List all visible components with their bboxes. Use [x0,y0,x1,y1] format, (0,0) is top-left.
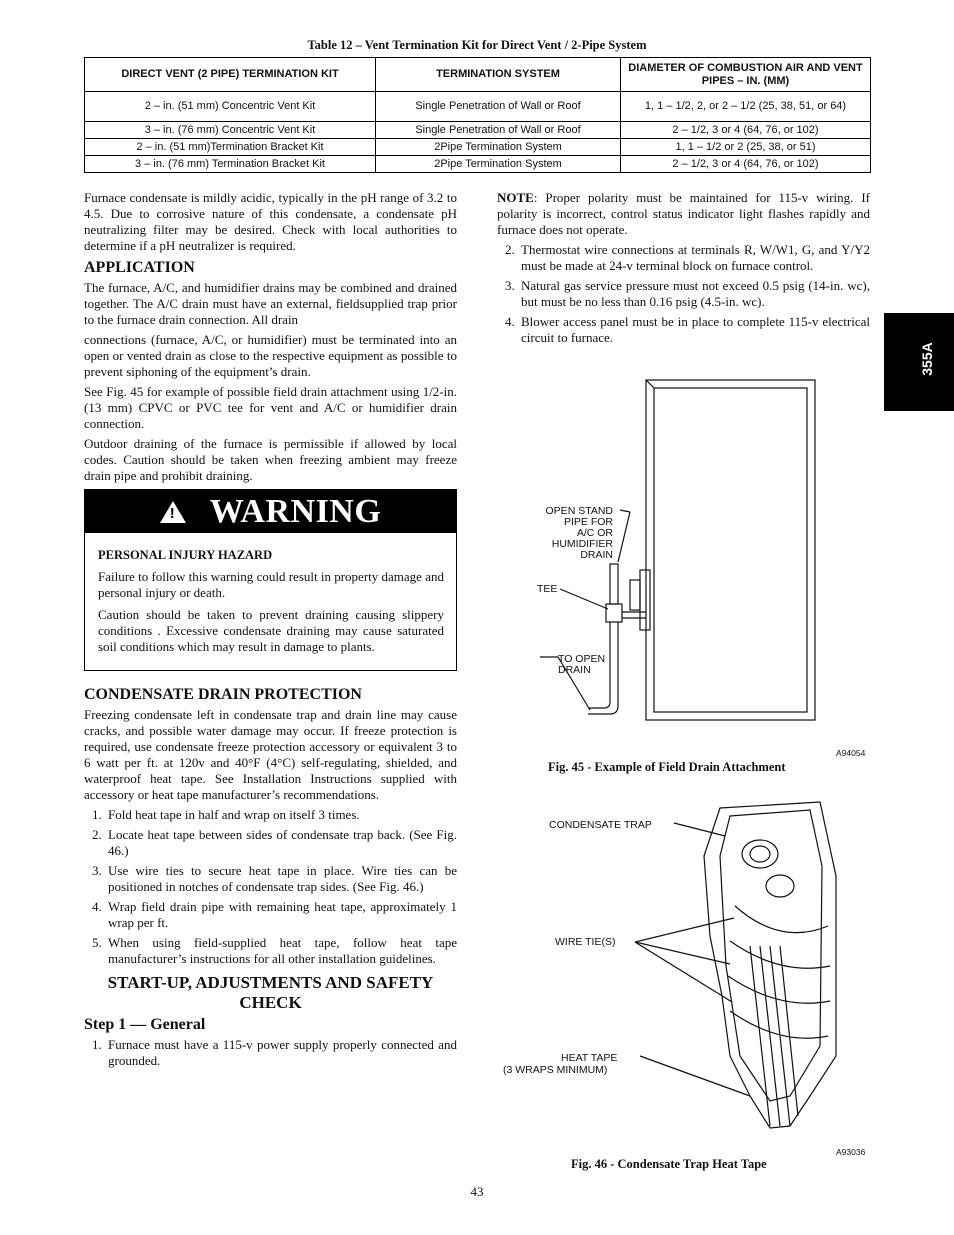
list-item: 3. Use wire ties to secure heat tape in place. Wire ties can be positioned in notches of condensate trap sides. (See Fig. 46.) [92,863,457,894]
fig45-label-stand: OPEN STAND PIPE FOR A/C OR HUMIDIFIER DRAIN [545,505,613,561]
table-header: TERMINATION SYSTEM [376,58,621,92]
section-side-tab [884,313,954,411]
right-column [497,190,870,350]
warning-title: WARNING [209,492,382,530]
table-cell: 1, 1 – 1/2 or 2 (25, 38, or 51) [621,139,871,156]
fig45-label-drain: TO OPEN DRAIN [558,653,606,676]
warning-box [84,489,457,671]
warning-header [85,490,456,533]
table-cell: 2Pipe Termination System [376,139,621,156]
note-text: : Proper polarity must be maintained for 115-v wiring. If polarity is incorrect, control status indicator light flashes rapidly and furnace does not operate. [497,190,870,237]
fig46-id: A93036 [836,1147,866,1157]
step1-heading: Step 1 — General [84,1016,206,1033]
list-item: 4. Wrap field drain pipe with remaining heat tape, approximately 1 wrap per ft. [92,899,457,930]
page-number: 43 [470,1184,484,1199]
fig46-label-wire: WIRE TIE(S) [555,936,616,948]
table-cell: 2 – 1/2, 3 or 4 (64, 76, or 102) [621,122,871,139]
note-label: NOTE [497,190,534,205]
table-cell: 3 – in. (76 mm) Termination Bracket Kit [85,156,376,173]
table-row [85,92,871,122]
table-row [85,156,871,173]
table-cell: 2 – 1/2, 3 or 4 (64, 76, or 102) [621,156,871,173]
fig45-id: A94054 [836,748,866,758]
condensate-drain-heading: CONDENSATE DRAIN PROTECTION [84,686,362,703]
startup-steps [497,242,870,346]
fig46-label-heat: HEAT TAPE [561,1052,618,1064]
table-cell: 3 – in. (76 mm) Concentric Vent Kit [85,122,376,139]
table-header: DIAMETER OF COMBUSTION AIR AND VENT PIPES – IN. (MM) [621,58,871,92]
application-paragraph: See Fig. 45 for example of possible field drain attachment using 1/2-in. (13 mm) CPVC or PVC tee for vent and A/C or humidifier drain connection. [84,384,457,431]
application-paragraph: Outdoor draining of the furnace is permissible if allowed by local codes. Caution should be taken when freezing ambient may freeze drain pipe and prohibit draining. [84,436,457,483]
fig46-label-heat-min: (3 WRAPS MINIMUM) [503,1064,608,1076]
table-cell: 2Pipe Termination System [376,156,621,173]
list-item: 4. Blower access panel must be in place to complete 115-v electrical circuit to furnace. [505,314,870,345]
heat-tape-steps [84,807,457,967]
list-item: 1. Fold heat tape in half and wrap on itself 3 times. [92,807,360,822]
warning-text: Failure to follow this warning could result in property damage and personal injury or death. [98,569,444,600]
warning-symbol: ! [169,504,176,522]
fig46-caption: Fig. 46 - Condensate Trap Heat Tape [571,1157,767,1171]
list-item: 1. Furnace must have a 115-v power supply properly connected and grounded. [92,1037,457,1068]
condensate-drain-paragraph: Freezing condensate left in condensate trap and drain line may cause cracks, and possible water damage may occur. If freeze protection is required, use condensate freeze protection accessory or equivalent 3 to 6 watt per ft. at 120v and 40°F (4°C) self-regulating, shielded, and waterproof heat tape. See Installation Instructions supplied with accessory or heat tape manufacturer’s recommendations. [84,707,457,802]
warning-text: Caution should be taken to prevent draining causing slippery conditions . Excessive condensate draining may cause saturated soil conditions which may result in damage to plants. [98,607,444,654]
application-paragraph: connections (furnace, A/C, or humidifier) must be terminated into an open or vented drain as close to the respective equipment as possible to prevent siphoning of the equipment’s drain. [84,332,457,379]
hazard-label: PERSONAL INJURY HAZARD [98,548,273,562]
table-row [85,139,871,156]
list-item: 3. Natural gas service pressure must not exceed 0.5 psig (14-in. wc), but must be no less than 0.16 psig (4.5-in. wc). [505,278,870,309]
table-cell: 1, 1 – 1/2, 2, or 2 – 1/2 (25, 38, 51, or 64) [621,92,871,122]
table-row [85,122,871,139]
table-cell: 2 – in. (51 mm) Concentric Vent Kit [85,92,376,122]
table-cell: Single Penetration of Wall or Roof [376,122,621,139]
application-heading: APPLICATION [84,259,195,276]
list-item: 5. When using field-supplied heat tape, follow heat tape manufacturer’s instructions for all other installation guidelines. [92,935,457,966]
fig45-label-tee: TEE [537,583,558,595]
application-paragraph: The furnace, A/C, and humidifier drains may be combined and drained together. The A/C drain must have an external, fieldsupplied trap prior to the furnace drain connection. All drain [84,280,457,327]
startup-heading: START-UP, ADJUSTMENTS AND SAFETY CHECK [107,973,434,1012]
list-item: 2. Thermostat wire connections at terminals R, W/W1, G, and Y/Y2 must be made at 24-v terminal block on furnace control. [505,242,870,273]
note-paragraph [497,190,870,238]
fig45-caption: Fig. 45 - Example of Field Drain Attachment [548,760,786,774]
table-header: DIRECT VENT (2 PIPE) TERMINATION KIT [85,58,376,92]
table-title: Table 12 – Vent Termination Kit for Direct Vent / 2-Pipe System [307,38,647,52]
fig46-trap-diagram [630,796,850,1146]
fig46-label-trap: CONDENSATE TRAP [549,819,652,831]
table-cell: Single Penetration of Wall or Roof [376,92,621,122]
list-item: 2. Locate heat tape between sides of condensate trap back. (See Fig. 46.) [92,827,457,858]
fig45-drain-diagram [530,372,875,757]
left-column [84,190,457,1073]
side-tab-label: 355A [919,342,935,376]
general-steps [84,1037,457,1069]
intro-paragraph: Furnace condensate is mildly acidic, typically in the pH range of 3.2 to 4.5. Due to corrosive nature of this condensate, a condensate pH neutralizing filter may be desired. Check with local authorities to determine if a pH neutralizer is required. [84,190,457,253]
warning-triangle-icon [160,501,186,523]
vent-termination-table [84,57,871,173]
table-cell: 2 – in. (51 mm)Termination Bracket Kit [85,139,376,156]
